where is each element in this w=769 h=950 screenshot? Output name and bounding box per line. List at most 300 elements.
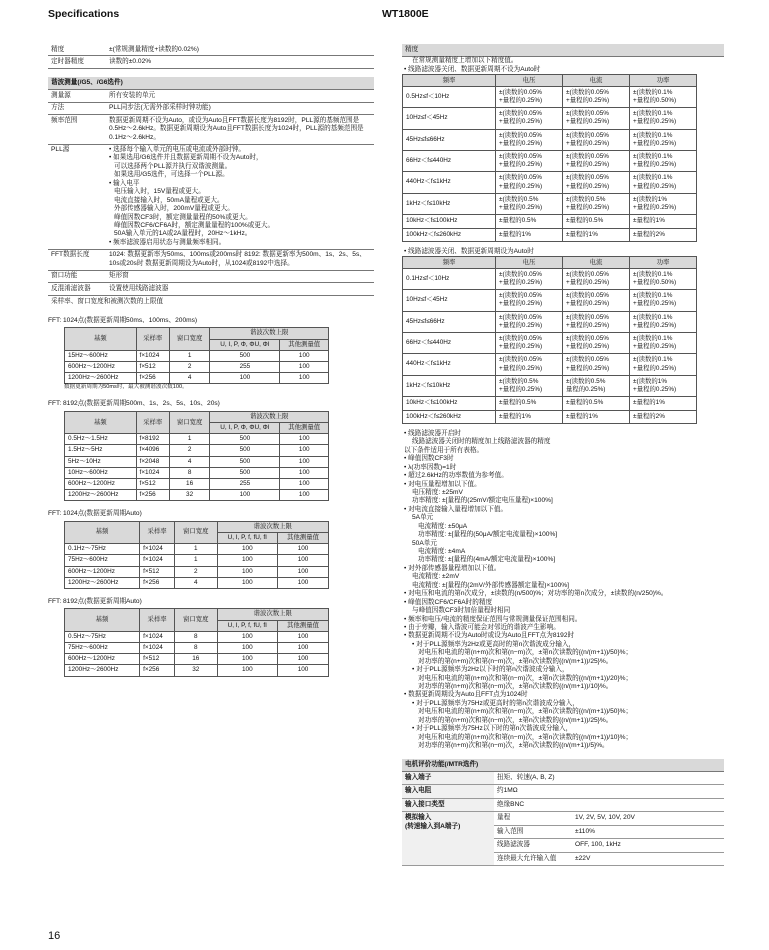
analog-value: ±110% [572,825,724,838]
fft-table [64,327,329,384]
spec-key: 频率范围 [51,116,78,124]
table-cell: 500 [210,445,280,456]
col-sample-rate: 采样率 [136,328,169,350]
note-line: 线路滤波器关闭时的精度加上线路滤波器的精度 [412,438,551,446]
accuracy-line: ±量程的1% [633,217,665,225]
accuracy-row [403,268,697,289]
accuracy-line: ±(读数的0.1% [633,356,673,364]
accuracy-line: ±(读数的0.5% [499,195,539,203]
accuracy-cell [563,228,630,241]
accuracy-cell [563,397,630,410]
accuracy-line: ±(读数的0.1% [633,313,673,321]
fft-table-title: FFT: 8192点(数据更新周期Auto) [48,597,142,605]
accuracy-line: ±(读数的0.05% [499,88,542,96]
col-upper-limit: 谐波次数上限 [210,328,329,339]
table-cell: 100 [217,631,278,642]
motor-key: 输入端子 [402,771,494,784]
accuracy-line: ±量程的1% [566,230,598,238]
accuracy-cell [496,151,563,172]
accuracy-row [403,86,697,107]
pll-line: 50A输入单元的1A或2A量程时，20Hz～1kHz。 [114,230,252,238]
table-cell: 100 [278,631,329,642]
note-line: • 对于PLL源频率为75Hz以下时的第n次谐波成分输入， [412,725,573,733]
accuracy-line: +量程的0.25%) [633,343,677,351]
accuracy-line: +量程的0.25%) [633,203,677,211]
pll-line: 电流直接输入时，50mA量程或更大。 [114,196,224,204]
accuracy-line: ±量程的2% [633,412,665,420]
table-cell: 100 [278,665,329,676]
note-line: 电流精度: ±2mV [412,573,460,581]
accuracy-cell [630,215,697,228]
table-cell: 600Hz～1200Hz [65,566,140,577]
freq-cell: 45Hz≤f≤66Hz [403,129,496,150]
table-row [65,555,329,566]
spec-value [106,145,374,249]
note-line: • 数据更新周期不设为Auto时或设为Auto且FFT点为8192时 [404,632,575,640]
analog-label: 模拟输入 [405,814,432,822]
freq-cell: 1kHz＜f≤10kHz [403,375,496,396]
accuracy-line: ±(读数的0.05% [566,335,609,342]
spec-value: ±(常规测量精度+读数的0.02%) [109,45,199,53]
accuracy-line: ±(读数的1% [633,377,668,385]
note-line: • 对于PLL源频率为2Hz或更高时的第n次谐波成分输入， [412,640,576,648]
table-cell: f×512 [136,479,169,490]
accuracy-cell [630,86,697,107]
spec-row [48,56,374,68]
accuracy-line: ±(读数的1% [633,195,668,203]
accuracy-cell [496,268,563,289]
accuracy-cell [630,129,697,150]
accuracy-row [403,108,697,129]
table-cell: 100 [217,566,278,577]
spec-row [48,283,374,295]
freq-cell: 10kHz＜f≤100kHz [403,397,496,410]
note-line: 电流精度: ±50μA [418,522,468,530]
col-basic-items: U, I, P, f, fU, fI [217,620,278,631]
table-cell: 100 [280,490,329,501]
spec-value: 设置使用线路滤波器 [109,284,169,292]
table-cell: 500 [210,456,280,467]
accuracy-line: +量程的0.25%) [566,321,610,329]
accuracy-cell [496,129,563,150]
table-cell: 4 [175,577,218,588]
note-line: • 对电流直接输入量程增加以下值。 [404,505,508,513]
table-cell: 600Hz～1200Hz [65,654,140,665]
fft-table-title: FFT: 1024点(数据更新周期50ms、100ms、200ms) [48,316,198,324]
motor-value: 绝缘BNC [494,798,724,811]
accuracy-cell [630,410,697,423]
table-cell: 1200Hz～2600Hz [65,490,137,501]
accuracy-line: +量程的0.25%) [499,97,543,105]
col-fundamental: 基频 [65,411,137,433]
accuracy-block-label: • 线路滤波器关闭、数据更新周期设为Auto时 [404,247,534,255]
accuracy-line: +量程的0.25%) [499,385,543,393]
freq-cell: 1kHz＜f≤10kHz [403,193,496,214]
spec-key: 反混淆滤波器 [51,284,91,292]
table-cell: 4 [169,373,210,384]
motor-row [402,785,724,798]
fft-table [64,521,329,589]
table-cell: 100 [280,350,329,361]
table-cell: 16 [175,654,218,665]
accuracy-line: +量程的0.25%) [633,385,677,393]
table-row [65,577,329,588]
table-cell: 100 [210,373,280,384]
freq-cell: 66Hz＜f≤440Hz [403,151,496,172]
table-cell: 100 [280,456,329,467]
accuracy-line: +量程的0.25%) [633,300,677,308]
table-row [65,350,329,361]
table-cell: 1200Hz～2600Hz [65,665,140,676]
col-window-width: 窗口宽度 [175,609,218,631]
table-cell: 100 [217,577,278,588]
accuracy-line: ±量程的0.5% [499,399,537,407]
table-cell: 2 [169,445,210,456]
table-row [65,544,329,555]
accuracy-line: +量程的0.25%) [499,139,543,147]
spec-value: PLL同步法(无需外部采样时钟功能) [109,104,211,112]
freq-cell: 45Hz≤f≤66Hz [403,311,496,332]
accuracy-line: +量程的0.25%) [566,161,610,169]
note-line: 与峰值因数CF3时加倍量程时相同 [412,607,511,615]
accuracy-line: +量程的0.50%) [633,279,677,287]
pll-line: 峰值因数CF3时，额定测量量程的50%或更大。 [114,213,252,221]
table-cell: 100 [280,434,329,445]
accuracy-line: ±(读数的0.1% [633,131,673,139]
harmonic-section-title: 谐波测量(/G5、/G6选件) [48,77,374,90]
note-line: • 由于旁瓣，输入谐波可能会对邻近的谐波产生影响。 [404,623,560,631]
table-cell: f×1024 [140,642,175,653]
pll-line: • 如果选用/G6选件并且数据更新周期不设为Auto时， [109,154,263,162]
accuracy-line: ±(读数的0.1% [633,174,673,182]
accuracy-notes [402,430,724,751]
table-cell: 255 [210,479,280,490]
accuracy-line: ±量程的1% [566,412,598,420]
table-cell: 100 [217,665,278,676]
table-cell: f×1024 [140,555,175,566]
table-cell: f×512 [136,361,169,372]
accuracy-line: ±(读数的0.05% [499,270,542,278]
note-line: • 线路滤波器开启时 [404,429,461,437]
note-line: 功率精度: ±[量程的(4mA/额定电流量程)×100%] [418,556,556,564]
accuracy-line: +量程的0.25%) [633,139,677,147]
table-row [65,445,329,456]
table-cell: f×2048 [136,456,169,467]
accuracy-line: ±(读数的0.5% [566,377,606,385]
table-cell: 255 [210,361,280,372]
table-cell: f×1024 [140,631,175,642]
table-cell: 32 [169,490,210,501]
col-v: 电压 [496,257,563,269]
table-cell: 100 [217,544,278,555]
table-cell: 100 [280,361,329,372]
col-other-items: 其他测量值 [278,620,329,631]
freq-cell: 66Hz＜f≤440Hz [403,333,496,354]
accuracy-line: ±量程的0.5% [566,217,604,225]
note-line: 对电压和电流的第(n+m)次和第(n−m)次，±第n次读数的{(n/(m+1))/20}%； [418,674,633,682]
freq-cell: 10Hz≤f＜45Hz [403,108,496,129]
note-line: • λ(功率因数)=1时 [404,463,457,471]
accuracy-line: ±(读数的0.05% [499,313,542,321]
table-note: 数据更新周期为50ms时，最大被测谐波次数100。 [64,384,188,391]
note-line: • 峰值因数CF3时 [404,455,454,463]
table-cell: 100 [217,555,278,566]
accuracy-cell [563,290,630,311]
pll-line: 外部传感器输入时，200mV量程或更大。 [114,205,234,213]
spec-key: FFT数据长度 [51,251,90,259]
accuracy-cell [630,228,697,241]
col-basic-items: U, I, P, f, fU, fI [217,533,278,544]
table-cell: 75Hz～600Hz [65,555,140,566]
note-line: 功率精度: ±[量程的(25mV/额定电压量程)×100%] [412,497,553,505]
accuracy-cell [630,375,697,396]
col-sample-rate: 采样率 [136,411,169,433]
col-sample-rate: 采样率 [140,521,175,543]
accuracy-cell [563,268,630,289]
accuracy-line: ±(读数的0.05% [499,174,542,182]
table-cell: 100 [278,654,329,665]
accuracy-row [403,228,697,241]
accuracy-line: ±(读数的0.1% [633,292,673,300]
accuracy-cell [563,193,630,214]
accuracy-cell [496,354,563,375]
spec-value: 读数的±0.02% [109,57,152,65]
spec-key: 窗口功能 [51,272,78,280]
accuracy-cell [563,86,630,107]
table-cell: f×256 [140,665,175,676]
motor-key: 输入电阻 [402,785,494,798]
accuracy-line: +量程的0.25%) [633,118,677,126]
accuracy-line: +量程的0.25%) [566,343,610,351]
accuracy-line: ±(读数的0.05% [499,131,542,139]
accuracy-line: ±(读数的0.05% [499,110,542,118]
note-line: 电压精度: ±25mV [412,488,463,496]
table-cell: 100 [217,654,278,665]
table-cell: 100 [280,479,329,490]
table-cell: 100 [278,544,329,555]
page-header-title: Specifications [48,8,120,20]
table-cell: 8 [175,631,218,642]
col-other-items: 其他测量值 [280,423,329,434]
accuracy-cell [563,129,630,150]
table-cell: f×256 [136,373,169,384]
accuracy-cell [496,86,563,107]
table-row [65,490,329,501]
accuracy-cell [496,215,563,228]
table-cell: f×1024 [136,467,169,478]
note-line: 对电压和电流的第(n+m)次和第(n−m)次，±第n次读数的{(n/(m+1))/50}%； [418,649,633,657]
accuracy-line: ±(读数的0.05% [566,174,609,182]
table-row [65,434,329,445]
analog-sub-key: 线路滤波器 [494,839,572,852]
pll-line: 可以选择两个PLL源并执行双谐波测量。 [114,162,232,170]
table-cell: 1 [169,350,210,361]
accuracy-line: ±(读数的0.05% [499,153,542,160]
accuracy-line: ±(读数的0.05% [566,292,609,300]
col-i: 电流 [563,75,630,87]
note-line: • 数据更新周期设为Auto且FFT点为1024时 [404,691,528,699]
accuracy-cell [563,108,630,129]
spec-row [48,145,374,250]
accuracy-cell [630,193,697,214]
table-cell: 16 [169,479,210,490]
accuracy-intro: 在常规测量精度上增加以下精度值。 [412,57,518,65]
accuracy-line: +量程的0.25%) [633,182,677,190]
accuracy-line: ±(读数的0.05% [499,356,542,364]
col-sample-rate: 采样率 [140,609,175,631]
freq-cell: 10Hz≤f＜45Hz [403,290,496,311]
accuracy-table [402,256,697,424]
accuracy-line: +量程的0.25%) [499,118,543,126]
accuracy-line: ±(读数的0.05% [566,356,609,364]
accuracy-line: +量程的0.25%) [566,182,610,190]
col-freq: 频率 [403,257,496,269]
col-i: 电流 [563,257,630,269]
accuracy-cell [496,333,563,354]
table-cell: 8 [175,642,218,653]
accuracy-cell [496,410,563,423]
table-cell: 5Hz～10Hz [65,456,137,467]
fft-table-title: FFT: 1024点(数据更新周期Auto) [48,510,142,518]
col-window-width: 窗口宽度 [175,521,218,543]
accuracy-row [403,290,697,311]
table-cell: 100 [278,577,329,588]
table-cell: 500 [210,350,280,361]
accuracy-cell [630,290,697,311]
note-line: • 频率和电压/电流的精度保证范围与常规测量保证范围相同。 [404,615,582,623]
accuracy-line: ±(读数的0.05% [499,335,542,342]
accuracy-row [403,354,697,375]
note-line: 对电压和电流的第(n+m)次和第(n−m)次，±第n次读数的{(n/(m+1))/10}%； [418,733,633,741]
spec-key: 测量源 [51,91,71,99]
note-line: • 超过2.6kHz的功率数值为参考值。 [404,472,508,480]
col-v: 电压 [496,75,563,87]
table-cell: f×512 [140,566,175,577]
motor-value: 扭矩、转速(A, B, Z) [494,771,724,784]
accuracy-cell [630,311,697,332]
spec-row [48,103,374,115]
accuracy-cell [630,333,697,354]
freq-cell: 440Hz＜f≤1kHz [403,172,496,193]
accuracy-row [403,311,697,332]
pll-line: • 频率滤波器启用状态与测量频率相同。 [109,238,226,246]
accuracy-line: +量程的0.25%) [499,364,543,372]
accuracy-cell [563,215,630,228]
accuracy-cell [630,172,697,193]
table-cell: 8 [169,467,210,478]
accuracy-cell [496,193,563,214]
accuracy-line: ±(读数的0.05% [566,131,609,139]
accuracy-cell [563,354,630,375]
spec-key: PLL源 [51,146,70,153]
accuracy-row [403,397,697,410]
accuracy-cell [630,151,697,172]
accuracy-cell [630,354,697,375]
fft-table-title: FFT: 8192点(数据更新周期500m、1s、2s、5s、10s、20s) [48,400,220,408]
accuracy-line: +量程的0.25%) [566,300,610,308]
table-row [65,631,329,642]
accuracy-row [403,172,697,193]
accuracy-line: +量程的0.25%) [566,97,610,105]
table-row [65,642,329,653]
accuracy-line: ±量程的2% [633,230,665,238]
accuracy-line: +量程的0.25%) [499,182,543,190]
table-cell: 100 [217,642,278,653]
accuracy-line: ±(读数的0.05% [566,88,609,96]
accuracy-cell [496,290,563,311]
freq-cell: 440Hz＜f≤1kHz [403,354,496,375]
accuracy-line: +量程的0.25%) [499,343,543,351]
accuracy-block-label: • 线路滤波器关闭、数据更新周期不设为Auto时 [404,65,541,73]
table-cell: f×4096 [136,445,169,456]
accuracy-line: +量程的0.25%) [499,203,543,211]
note-line: 对功率的第(n+m)次和第(n−m)次，±第n次读数的{(n/(m+1))/5}%。 [418,742,609,750]
table-cell: 2 [169,361,210,372]
accuracy-line: ±(读数的0.1% [633,270,673,278]
table-cell: 100 [210,490,280,501]
note-line: 5A单元 [412,514,434,522]
col-basic-items: U, I, P, Φ, ΦU, ΦI [210,339,280,350]
table-cell: f×256 [140,577,175,588]
col-p: 功率 [630,257,697,269]
accuracy-cell [563,375,630,396]
accuracy-table [402,74,697,242]
col-upper-limit: 谐波次数上限 [210,411,329,422]
col-fundamental: 基频 [65,521,140,543]
accuracy-line: +量程的0.25%) [499,300,543,308]
accuracy-cell [496,228,563,241]
table-row [65,566,329,577]
accuracy-line: +量程的0.25%) [633,364,677,372]
motor-row [402,798,724,811]
note-line: • 峰值因数CF6/CF6A时的精度 [404,598,493,606]
col-window-width: 窗口宽度 [169,328,210,350]
accuracy-line: ±(读数的0.05% [566,313,609,321]
freq-cell: 100kHz＜f≤260kHz [403,228,496,241]
col-fundamental: 基频 [65,609,140,631]
table-row [65,665,329,676]
freq-cell: 0.1Hz≤f＜10Hz [403,268,496,289]
motor-title: 电机评价功能(/MTR选件) [402,759,724,772]
spec-row [48,115,374,144]
col-basic-items: U, I, P, Φ, ΦU, ΦI [210,423,280,434]
spec-key: 精度 [51,45,65,53]
col-p: 功率 [630,75,697,87]
analog-value: ±22V [572,852,724,865]
note-line: 电流精度: ±4mA [418,548,466,555]
accuracy-line: +量程的0.25%) [566,203,610,211]
note-line: 电流精度: ±[量程的(2mV/外部传感器额定量程)×100%] [412,581,569,589]
pll-line: 如果选用/G5选件，可选择一个PLL源。 [114,171,229,179]
motor-row [402,771,724,784]
note-line: • 对于PLL源频率为75Hz或更高时的第n次谐波成分输入， [412,699,579,707]
freq-cell: 10kHz＜f≤100kHz [403,215,496,228]
accuracy-cell [563,311,630,332]
accuracy-row [403,151,697,172]
accuracy-cell [563,333,630,354]
col-freq: 频率 [403,75,496,87]
table-cell: 15Hz～600Hz [65,350,137,361]
accuracy-cell [563,151,630,172]
spec-row [48,271,374,283]
pll-line: • 选择每个输入单元的电压或电流或外部时钟。 [109,146,246,153]
spec-key: 定时器精度 [51,57,84,65]
accuracy-line: +量程的0.25%) [566,139,610,147]
analog-input-key [402,812,494,866]
accuracy-cell [630,108,697,129]
table-cell: 100 [280,373,329,384]
table-cell: 500 [210,467,280,478]
